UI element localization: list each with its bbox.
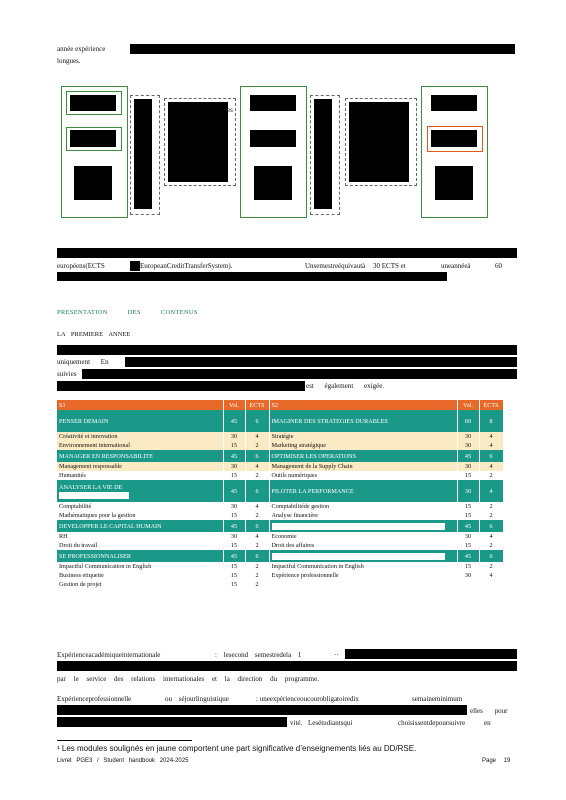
table-cell: Management responsable [57, 462, 223, 471]
diagram-block [250, 130, 296, 147]
section-subtitle: LA PREMIERE ANNEE [57, 331, 131, 338]
table-cell: 30 [457, 571, 479, 580]
table-cell-redacted [269, 550, 457, 562]
para-line-a: uniquement En [57, 358, 109, 366]
table-cell: 30 [457, 462, 479, 471]
table-cell: 15 [223, 562, 245, 571]
table-cell: 4 [245, 502, 269, 511]
table-cell: IMAGINER DES STRATEGIES DURABLES [269, 410, 457, 432]
table-cell: 2 [479, 502, 503, 511]
diagram-block [435, 166, 473, 200]
table-cell: Management de la Supply Chain [269, 462, 457, 471]
table-cell: 15 [223, 511, 245, 520]
table-cell: 4 [479, 462, 503, 471]
table-cell: 2 [245, 571, 269, 580]
after-line-2: par le service des relations internationales et la direction du programme. [57, 675, 319, 683]
table-cell: 45 [223, 520, 245, 532]
diagram-block [431, 95, 477, 111]
redaction-bar [57, 717, 287, 727]
table-cell [269, 580, 457, 589]
diagram-block [134, 99, 152, 209]
table-cell: 4 [479, 432, 503, 441]
table-cell: OPTIMISER LES OPERATIONS [269, 450, 457, 462]
table-cell: 30 [457, 432, 479, 441]
table-cell: SE PROFESSIONNALISER [57, 550, 223, 562]
table-cell: 2 [479, 471, 503, 480]
table-cell: Comptabilitéde gestion [269, 502, 457, 511]
table-cell: 15 [457, 502, 479, 511]
redaction-box [59, 492, 129, 499]
course-row [57, 432, 503, 441]
table-cell: 6 [245, 410, 269, 432]
table-cell: 45 [457, 450, 479, 462]
table-cell: 30 [457, 532, 479, 541]
diagram-block [70, 95, 116, 111]
table-cell: 60 [457, 410, 479, 432]
module-row [57, 550, 503, 562]
diagram-block [254, 166, 292, 200]
ects-line-year: uneannéeà [441, 262, 471, 270]
after-line-1b: : lesecond semestredela 1 [215, 651, 302, 659]
after-line-5a: vité. Lesétudiantsqui [290, 719, 353, 727]
table-header-row [57, 400, 503, 410]
redaction-bar [57, 345, 517, 355]
course-row [57, 571, 503, 580]
table-cell: 15 [223, 541, 245, 550]
after-line-5b: choisissentdepoursuivre [398, 719, 466, 727]
diagram-block [250, 95, 296, 111]
diagram-partial-label: es [227, 106, 233, 114]
table-cell: 45 [223, 450, 245, 462]
table-cell: 2 [245, 511, 269, 520]
table-cell: 30 [457, 480, 479, 502]
diagram-block [314, 99, 332, 209]
redaction-bar [130, 261, 140, 271]
table-cell: PENSER DEMAIN [57, 410, 223, 432]
after-line-1a: Expérienceacadémiqueinternationale [57, 651, 161, 659]
redaction-bar [82, 369, 517, 379]
table-cell: 2 [245, 441, 269, 450]
diagram-block [70, 130, 116, 147]
table-cell: 15 [457, 541, 479, 550]
table-cell: 2 [245, 562, 269, 571]
table-cell: MANAGER EN RESPONSABILITE [57, 450, 223, 462]
diagram-block [349, 102, 409, 182]
redaction-bar [57, 705, 467, 715]
table-cell: 45 [457, 550, 479, 562]
table-cell: 30 [223, 532, 245, 541]
table-cell: 2 [479, 511, 503, 520]
module-row [57, 520, 503, 532]
table-cell: 6 [479, 520, 503, 532]
table-cell: Impactful Communication in English [57, 562, 223, 571]
course-row [57, 562, 503, 571]
table-cell: 4 [479, 441, 503, 450]
table-cell: Droit du travail [57, 541, 223, 550]
table-cell: RH [57, 532, 223, 541]
table-cell: Analyse financière [269, 511, 457, 520]
header-ects: ECTS [245, 400, 269, 410]
table-cell: 15 [457, 511, 479, 520]
header-s1: S1 [57, 400, 223, 410]
table-cell: 8 [479, 410, 503, 432]
after-line-4a: elles pour [470, 707, 508, 715]
table-cell: Créativité et innovation [57, 432, 223, 441]
header-ects-2: ECTS [479, 400, 503, 410]
redaction-bar [57, 661, 517, 671]
table-cell: 6 [245, 480, 269, 502]
ects-line-num: 60 [495, 262, 502, 270]
table-cell: 4 [245, 432, 269, 441]
course-row [57, 511, 503, 520]
diagram-block [168, 102, 228, 182]
footnote-rule [57, 740, 192, 741]
table-cell-redacted [269, 520, 457, 532]
para-line-c: est également exigée. [306, 382, 385, 390]
module-row [57, 410, 503, 432]
table-cell: 6 [245, 520, 269, 532]
course-row [57, 502, 503, 511]
diagram [57, 80, 502, 220]
after-line-3b: ou séjourlinguistique [165, 695, 229, 703]
after-line-1c: ·· [334, 651, 339, 659]
course-row [57, 580, 503, 589]
table-cell: Humanités [57, 471, 223, 480]
table-cell: 45 [457, 520, 479, 532]
ects-line-mid: EuropeanCreditTransferSystem). [140, 262, 233, 270]
table-cell: ANALYSER LA VIE DE [57, 480, 223, 502]
table-cell: 30 [223, 502, 245, 511]
diagram-block [74, 166, 112, 200]
table-cell: Comptabilité [57, 502, 223, 511]
table-cell: 6 [479, 550, 503, 562]
table-cell: 15 [223, 441, 245, 450]
table-cell: 4 [479, 571, 503, 580]
table-cell: 4 [245, 532, 269, 541]
redaction-bar [57, 272, 447, 281]
table-cell: 2 [245, 471, 269, 480]
table-cell: Environnement international [57, 441, 223, 450]
intro-line-1: année expérience [57, 45, 106, 53]
redaction-bar [345, 649, 517, 659]
diagram-block [431, 130, 477, 147]
table-cell: Expérience professionnelle [269, 571, 457, 580]
para-line-b: suivies [57, 370, 77, 378]
table-cell: 6 [245, 450, 269, 462]
footer-left: Livret PGE3 / Student handbook 2024-2025 [57, 758, 189, 764]
header-vol-2: Vol. [457, 400, 479, 410]
table-cell: 4 [479, 480, 503, 502]
table-cell: PILOTER LA PERFORMANCE [269, 480, 457, 502]
table-cell: Outils numériques [269, 471, 457, 480]
table-cell: 30 [223, 432, 245, 441]
redaction-bar [57, 248, 517, 258]
table-cell: Impactful Communication in English [269, 562, 457, 571]
table-cell: Marketing stratégique [269, 441, 457, 450]
course-row [57, 441, 503, 450]
header-vol: Vol. [223, 400, 245, 410]
table-cell: Economie [269, 532, 457, 541]
table-cell: 15 [223, 580, 245, 589]
table-cell: 15 [457, 562, 479, 571]
table-cell [479, 580, 503, 589]
ects-line-ects: 30 ECTS et [373, 262, 406, 270]
table-cell: 15 [223, 471, 245, 480]
footnote-text: ¹ Les modules soulignés en jaune comportent une part significative d’enseignements liés au DD/RSE. [57, 744, 417, 753]
redaction-bar [130, 44, 515, 54]
table-cell: Gestion de projet [57, 580, 223, 589]
table-cell: Mathématiques pour la gestion [57, 511, 223, 520]
table-cell: Business etiquette [57, 571, 223, 580]
table-cell: Stratégie [269, 432, 457, 441]
after-line-3a: Expérienceprofessionnelle [57, 695, 132, 703]
course-row [57, 532, 503, 541]
redaction-bar [125, 357, 517, 367]
table-cell: DEVELOPPER LE CAPITAL HUMAIN [57, 520, 223, 532]
header-s2: S2 [269, 400, 457, 410]
table-cell: 30 [223, 462, 245, 471]
table-cell [457, 580, 479, 589]
table-cell: 2 [245, 541, 269, 550]
table-cell: 4 [245, 462, 269, 471]
table-cell: 30 [457, 441, 479, 450]
course-row [57, 462, 503, 471]
table-cell: 45 [223, 410, 245, 432]
section-title: PRESENTATION DES CONTENUS [57, 309, 198, 316]
course-row [57, 541, 503, 550]
course-row [57, 471, 503, 480]
after-line-3c: : uneexpérienceoucourobligatoiredix [256, 695, 359, 703]
module-row [57, 480, 503, 502]
footer-page: Page 19 [482, 758, 511, 764]
table-cell: 4 [479, 532, 503, 541]
redaction-bar [57, 381, 305, 391]
curriculum-table [57, 400, 504, 589]
table-cell: 6 [479, 450, 503, 462]
table-cell: 15 [223, 571, 245, 580]
ects-line-left: européens(ECTS [57, 262, 105, 270]
table-cell: 6 [245, 550, 269, 562]
table-cell: 2 [479, 541, 503, 550]
table-cell: Droit des affaires [269, 541, 457, 550]
module-row [57, 450, 503, 462]
after-line-5c: en [484, 719, 491, 727]
intro-line-2: longues. [57, 57, 81, 65]
table-cell: 45 [223, 480, 245, 502]
table-cell: 45 [223, 550, 245, 562]
table-cell: 2 [479, 562, 503, 571]
ects-line-right: Unsemestreéquivautà [305, 262, 366, 270]
after-line-3d: semaineminimum [412, 695, 463, 703]
table-cell: 2 [245, 580, 269, 589]
table-cell: 15 [457, 471, 479, 480]
